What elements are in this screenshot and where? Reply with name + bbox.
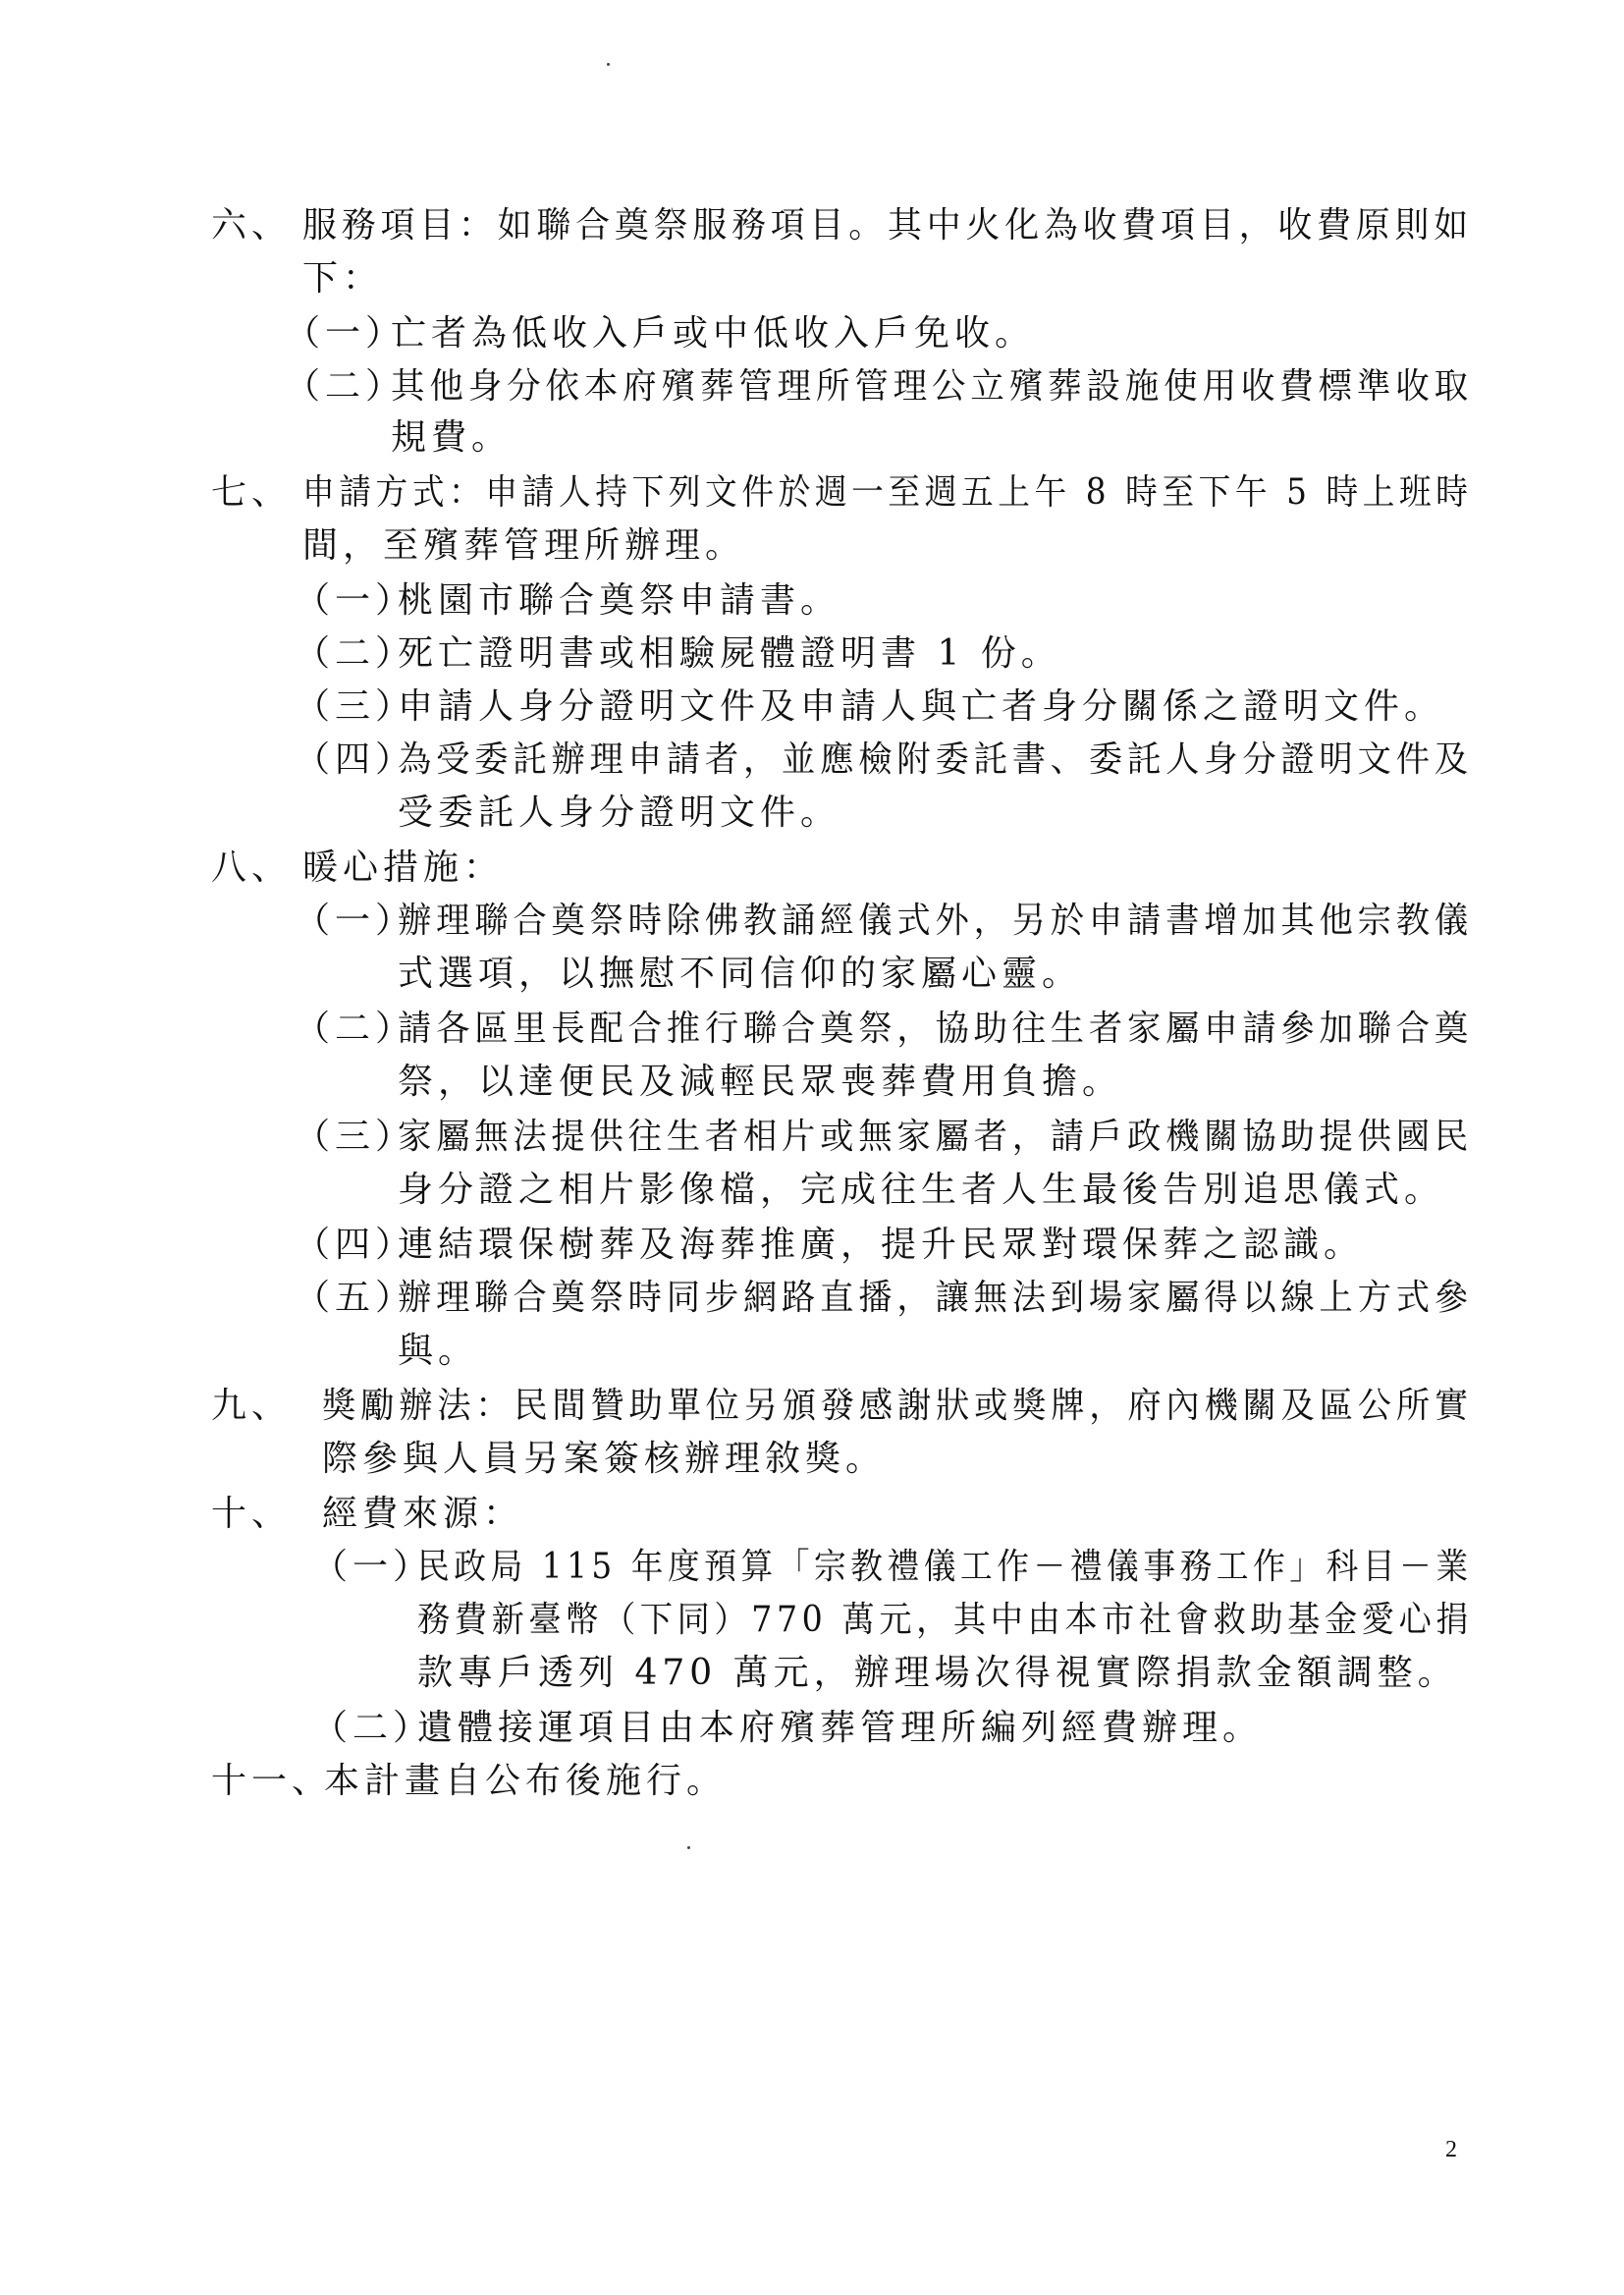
section-7-item-4-marker: （四） [295, 739, 416, 780]
section-7-item-3-marker: （三） [295, 686, 416, 727]
section-7-item-1-marker: （一） [295, 580, 416, 621]
page-number: 2 [1445, 2137, 1457, 2162]
section-10-line-1: 經費來源： [322, 1494, 524, 1534]
section-9-line-1: 獎勵辦法：民間贊助單位另頒發感謝狀或獎牌，府內機關及區公所實 [322, 1386, 1473, 1426]
section-10-item-1-line-2: 務費新臺幣（下同）770 萬元，其中由本市社會救助基金愛心捐 [417, 1600, 1474, 1640]
section-10-item-1-line-3: 款專戶透列 470 萬元，辦理場次得視實際捐款金額調整。 [417, 1653, 1458, 1693]
section-7-item-1-line-1: 桃園市聯合奠祭申請書。 [398, 580, 841, 621]
scan-speck [607, 63, 610, 66]
section-7-line-1: 申請方式：申請人持下列文件於週一至週五上午 8 時至下午 5 時上班時 [302, 472, 1473, 513]
section-7-line-2: 間，至殯葬管理所辦理。 [302, 525, 746, 566]
section-10-item-2-line-1: 遺體接運項目由本府殯葬管理所編列經費辦理。 [417, 1708, 1264, 1748]
section-10-item-2-marker: （二） [312, 1708, 434, 1748]
section-8-item-4-line-1: 連結環保樹葬及海葬推廣，提升民眾對環保葬之認識。 [398, 1225, 1365, 1265]
scan-speck [687, 1846, 690, 1849]
section-10-item-1-line-1: 民政局 115 年度預算「宗教禮儀工作－禮儀事務工作」科目－業 [417, 1547, 1473, 1587]
section-8-marker: 八、 [211, 847, 293, 888]
section-8-item-5-line-1: 辦理聯合奠祭時同步網路直播，讓無法到場家屬得以線上方式參 [398, 1278, 1473, 1318]
section-7-item-3-line-1: 申請人身分證明文件及申請人與亡者身分關係之證明文件。 [398, 686, 1445, 727]
section-8-item-2-marker: （二） [295, 1009, 416, 1049]
section-6-item-1-marker: （一） [285, 313, 406, 354]
section-10-item-1-marker: （一） [312, 1547, 434, 1587]
section-8-line-1: 暖心措施： [302, 847, 505, 888]
section-6-item-2-line-1: 其他身分依本府殯葬管理所管理公立殯葬設施使用收費標準收取 [391, 366, 1473, 407]
section-6-item-2-marker: （二） [285, 366, 406, 407]
section-6-line-1: 服務項目：如聯合奠祭服務項目。其中火化為收費項目，收費原則如 [302, 205, 1474, 246]
section-11-line-1: 本計畫自公布後施行。 [324, 1761, 728, 1801]
section-8-item-2-line-2: 祭，以達便民及減輕民眾喪葬費用負擔。 [398, 1062, 1123, 1102]
section-8-item-1-line-2: 式選項，以撫慰不同信仰的家屬心靈。 [398, 954, 1083, 994]
section-8-item-3-marker: （三） [295, 1117, 416, 1157]
section-7-marker: 七、 [211, 472, 293, 513]
section-8-item-3-line-2: 身分證之相片影像檔，完成往生者人生最後告別追思儀式。 [398, 1170, 1445, 1210]
section-8-item-1-marker: （一） [295, 901, 416, 941]
section-6-item-2-line-2: 規費。 [391, 417, 513, 458]
section-10-marker: 十、 [211, 1494, 293, 1534]
section-8-item-4-marker: （四） [295, 1225, 416, 1265]
section-7-item-2-line-1: 死亡證明書或相驗屍體證明書 1 份。 [398, 633, 1061, 674]
section-7-item-2-marker: （二） [295, 633, 416, 674]
section-9-line-2: 際參與人員另案簽核辦理敘獎。 [322, 1439, 887, 1479]
section-9-marker: 九、 [211, 1386, 293, 1426]
section-6-line-2: 下： [302, 258, 384, 299]
section-11-marker: 十一、 [211, 1761, 333, 1801]
section-7-item-4-line-2: 受委託人身分證明文件。 [398, 792, 841, 833]
section-8-item-1-line-1: 辦理聯合奠祭時除佛教誦經儀式外，另於申請書增加其他宗教儀 [398, 901, 1473, 941]
section-7-item-4-line-1: 為受委託辦理申請者，並應檢附委託書、委託人身分證明文件及 [398, 739, 1473, 780]
section-8-item-5-line-2: 與。 [398, 1331, 479, 1371]
section-6-marker: 六、 [211, 205, 293, 246]
section-8-item-2-line-1: 請各區里長配合推行聯合奠祭，協助往生者家屬申請參加聯合奠 [398, 1009, 1473, 1049]
section-8-item-3-line-1: 家屬無法提供往生者相片或無家屬者，請戶政機關協助提供國民 [398, 1117, 1473, 1157]
section-8-item-5-marker: （五） [295, 1278, 416, 1318]
section-6-item-1-line-1: 亡者為低收入戶或中低收入戶免收。 [391, 313, 1036, 354]
